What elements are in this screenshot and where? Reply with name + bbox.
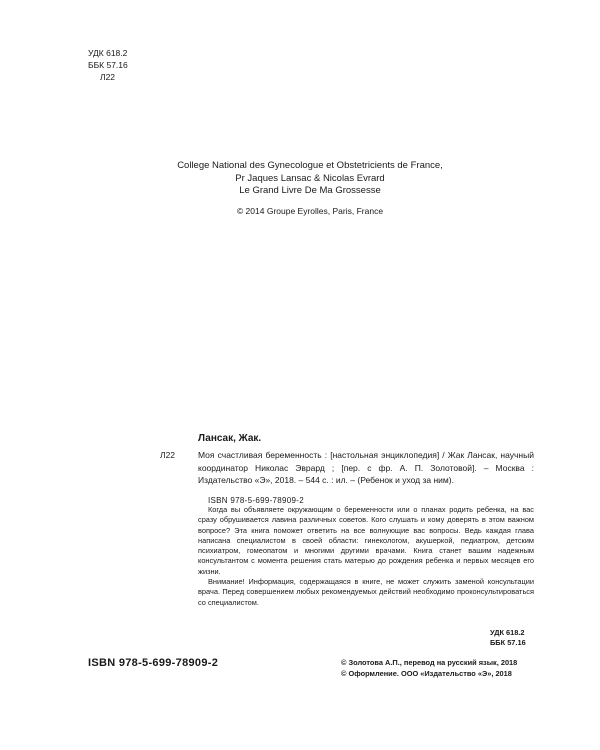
classification-top [88, 47, 128, 83]
original-line: College National des Gynecologue et Obstetricients de France, [177, 160, 443, 171]
original-copyright: © 2014 Groupe Eyrolles, Paris, France [236, 205, 384, 216]
annotation [198, 505, 534, 608]
udk-code: УДК 618.2 [88, 48, 128, 58]
translation-copyright: © Золотова А.П., перевод на русский язык, 2018 [341, 658, 518, 667]
annotation-paragraph: Когда вы объявляете окружающим о беременности или о планах родить ребенка, на вас сразу обрушивается лавина различных советов. Кого слушать и кому доверять в этом важном вопросе? Эта книга поможет ответить на все волнующие вас вопросы. Ведь каждая глава написана специалистом в своей области: гинекологом, акушеркой, педиатром, детским психиатром, гомеопатом и многими другими врачами. Книга станет вашим надежным консультантом с момента решения стать матерью до рождения ребенка и первых месяцев его жизни. [198, 505, 534, 576]
isbn-main: ISBN 978-5-699-78909-2 [88, 657, 219, 669]
author-index: Л22 [100, 72, 116, 82]
bbk-code: ББК 57.16 [88, 60, 128, 70]
bibliographic-description: Моя счастливая беременность : [настольная энциклопедия] / Жак Лансак, научный координатор Николас Эврард ; [пер. с фр. А. П. Золотовой]. – Москва : Издательство «Э», 2018. – 544 с. : ил. – (Ребенок и уход за ним). [198, 450, 534, 486]
original-line: Pr Jaques Lansac & Nicolas Evrard [235, 172, 385, 184]
original-line: Le Grand Livre De Ma Grossesse [239, 185, 381, 196]
classification-bottom [490, 628, 534, 648]
udk-code-bottom: УДК 618.2 [490, 628, 525, 637]
design-copyright: © Оформление. ООО «Издательство «Э», 2018 [341, 669, 512, 678]
isbn-in-record: ISBN 978-5-699-78909-2 [208, 496, 304, 505]
author-heading: Лансак, Жак. [198, 433, 262, 444]
original-edition-info [140, 160, 480, 217]
annotation-warning: Внимание! Информация, содержащаяся в книге, не может служить заменой консультации врача. Перед совершением любых рекомендуемых действий необходимо проконсультироваться со специалистом. [198, 577, 534, 607]
bbk-code-bottom: ББК 57.16 [490, 638, 526, 647]
copyright-block [341, 657, 517, 679]
author-code: Л22 [160, 450, 176, 460]
